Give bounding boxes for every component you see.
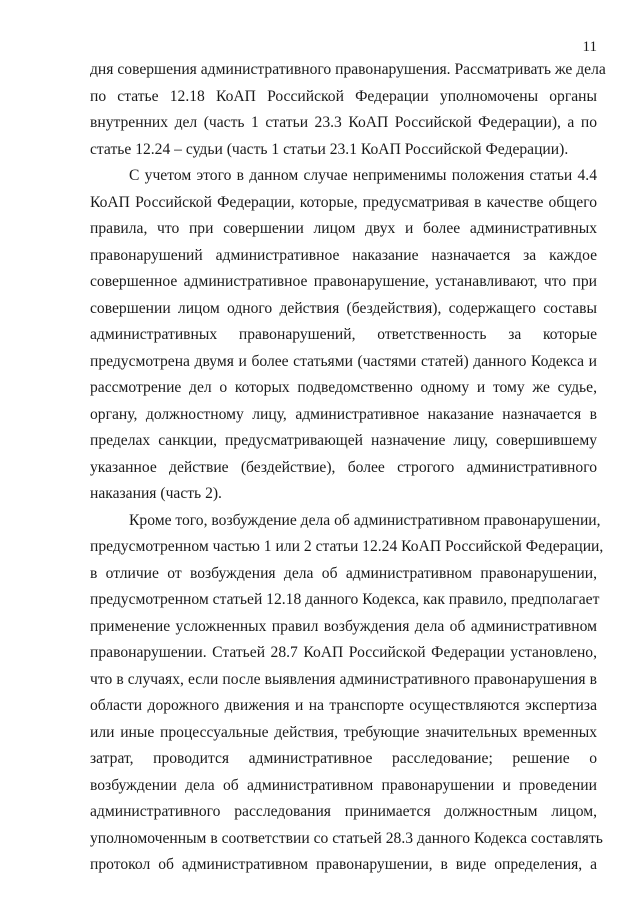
paragraph: [90, 57, 606, 163]
text-line: Кроме того, возбуждение дела об административном правонарушении,: [129, 511, 601, 529]
text-line: совершении лицом одного действия (бездействия), содержащего составы: [90, 299, 597, 317]
text-line: административного расследования принимается должностным лицом,: [90, 803, 597, 820]
text-line: по статье 12.18 КоАП Российской Федерации уполномочены органы: [90, 87, 597, 105]
text-line: внутренних дел (часть 1 статьи 23.3 КоАП Российской Федерации), а по: [90, 114, 597, 131]
text-line: административных правонарушений, ответственность за которые: [90, 326, 597, 343]
text-line: предусмотренном частью 1 или 2 статьи 12.24 КоАП Российской Федерации,: [90, 538, 604, 555]
text-line: или иные процессуальные действия, требующие значительных временных: [90, 723, 597, 741]
text-line: КоАП Российской Федерации, которые, предусматривая в качестве общего: [90, 193, 597, 211]
document-body: [90, 57, 606, 879]
text-line: области дорожного движения и на транспорте осуществляются экспертиза: [90, 697, 597, 714]
text-line: правонарушений административное наказание назначается за каждое: [90, 246, 597, 264]
text-line: органу, должностному лицу, административное наказание назначается в: [90, 405, 597, 423]
text-line: уполномоченным в соответствии со статьей 28.3 данного Кодекса составлять: [90, 829, 603, 847]
text-line: правонарушении. Статьей 28.7 КоАП Российской Федерации установлено,: [90, 644, 597, 661]
text-line: пределах санкции, предусматривающей назначение лицу, совершившему: [90, 432, 597, 449]
text-line: что в случаях, если после выявления административного правонарушения в: [90, 670, 597, 688]
text-line: дня совершения административного правонарушения. Рассматривать же дела: [90, 61, 606, 78]
paragraph: [90, 163, 597, 508]
text-line: предусмотрена двумя и более статьями (частями статей) данного Кодекса и: [90, 352, 597, 370]
text-line: правила, что при совершении лицом двух и более административных: [90, 220, 597, 237]
text-line: совершенное административное правонарушение, устанавливают, что при: [90, 273, 597, 290]
text-line: статье 12.24 – судьи (часть 1 статьи 23.1 КоАП Российской Федерации).: [90, 140, 569, 158]
text-line: применение усложненных правил возбуждения дела об административном: [90, 617, 597, 635]
text-line: в отличие от возбуждения дела об административном правонарушении,: [90, 564, 597, 582]
text-line: возбуждении дела об административном правонарушении и проведении: [90, 776, 597, 794]
page-number: 11: [582, 39, 597, 55]
paragraph: [90, 508, 604, 879]
text-line: наказания (часть 2).: [90, 485, 222, 502]
text-line: протокол об административном правонарушении, в виде определения, а: [90, 856, 597, 873]
text-line: затрат, проводится административное расследование; решение о: [90, 750, 597, 767]
text-line: С учетом этого в данном случае неприменимы положения статьи 4.4: [129, 167, 597, 184]
text-line: рассмотрение дел о которых подведомственно одному и тому же судье,: [90, 379, 597, 396]
text-line: указанное действие (бездействие), более строгого административного: [90, 458, 597, 476]
text-line: предусмотренном статьей 12.18 данного Кодекса, как правило, предполагает: [90, 591, 600, 608]
